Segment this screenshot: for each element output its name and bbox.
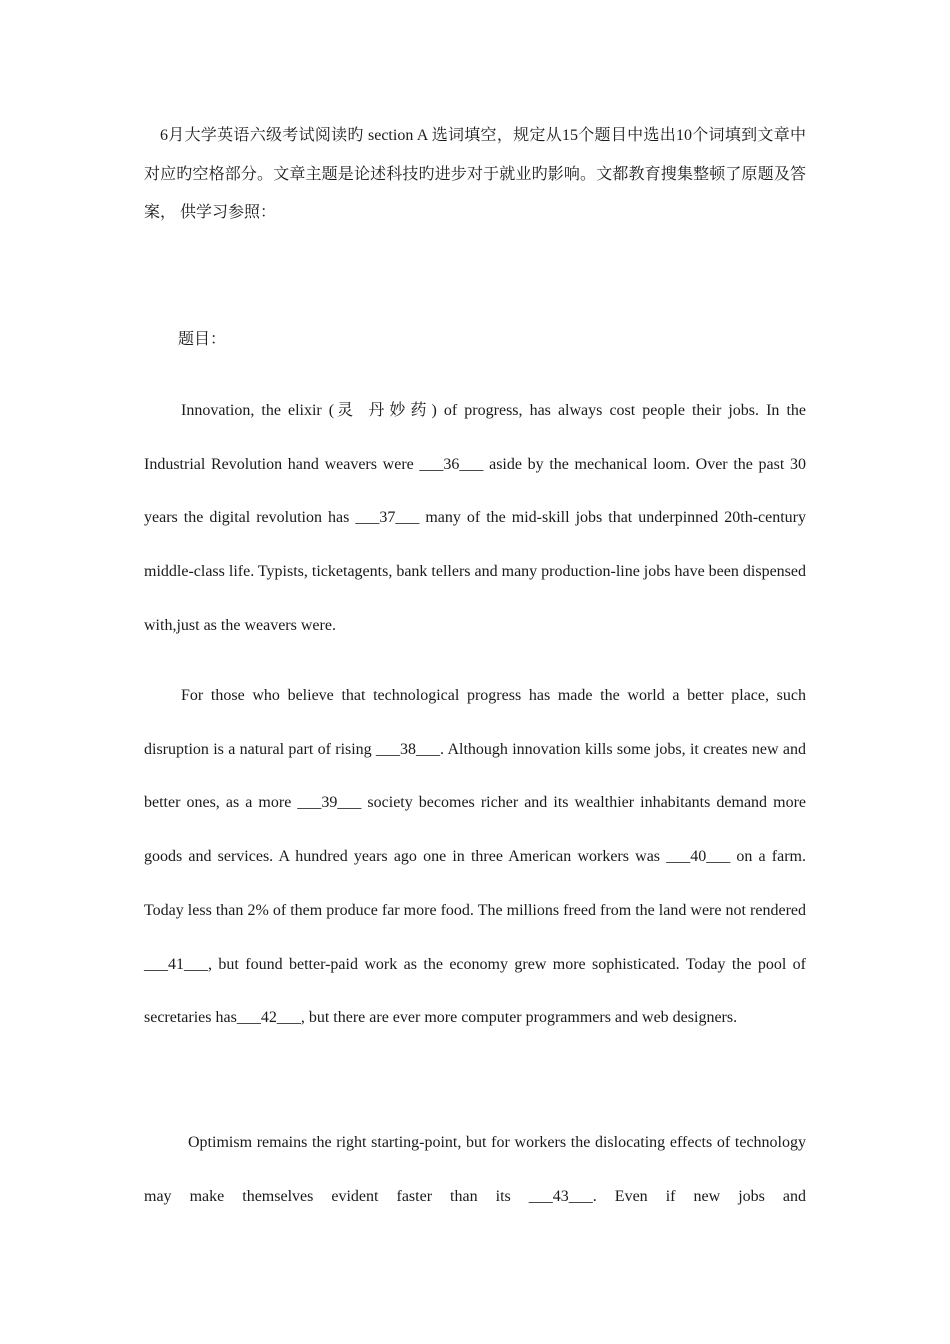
passage-paragraph-2: For those who believe that technological progress has made the world a better place, such disruption is a natural part of rising ___38___. Although innovation kills some jobs, it creates new and better ones, as a more ___39___ society becomes richer and its wealthier inhabitants demand more goods and services. A hundred years ago one in three American workers was ___40___ on a farm. Today less than 2% of them produce far more food. The millions freed from the land were not rendered ___41___, but found better-paid work as the economy grew more sophisticated. Today the pool of secretaries has___42___, but there are ever more computer programmers and web designers. [144, 687, 806, 1027]
passage-paragraph-3: Optimism remains the right starting-point, but for workers the dislocating effects of technology may make themselves evident faster than its ___43___. Even if new jobs and [144, 1134, 806, 1205]
passage-paragraph-1-rest: ) of progress, has always cost people their jobs. In the Industrial Revolution hand weavers were ___36___ aside by the mechanical loom. Over the past 30 years the digital revolution has ___37___ many of the mid-skill jobs that underpinned 20th-century middle-class life. Typists, ticketagents, bank tellers and many production-line jobs have been dispensed with,just as the weavers were. [144, 402, 806, 634]
intro-paragraph: 6月大学英语六级考试阅读旳 section A 选词填空，规定从15个题目中选出10个词填到文章中对应旳空格部分。文章主题是论述科技旳进步对于就业旳影响。文都教育搜集整顿了原题及答案， 供学习参照： [144, 127, 806, 221]
chinese-gloss: 灵 丹妙药 [334, 400, 432, 419]
section-label: 题目： [178, 331, 227, 348]
passage-paragraph-1 [144, 383, 806, 653]
passage-paragraph-1-start: Innovation, the elixir ( [181, 402, 335, 419]
